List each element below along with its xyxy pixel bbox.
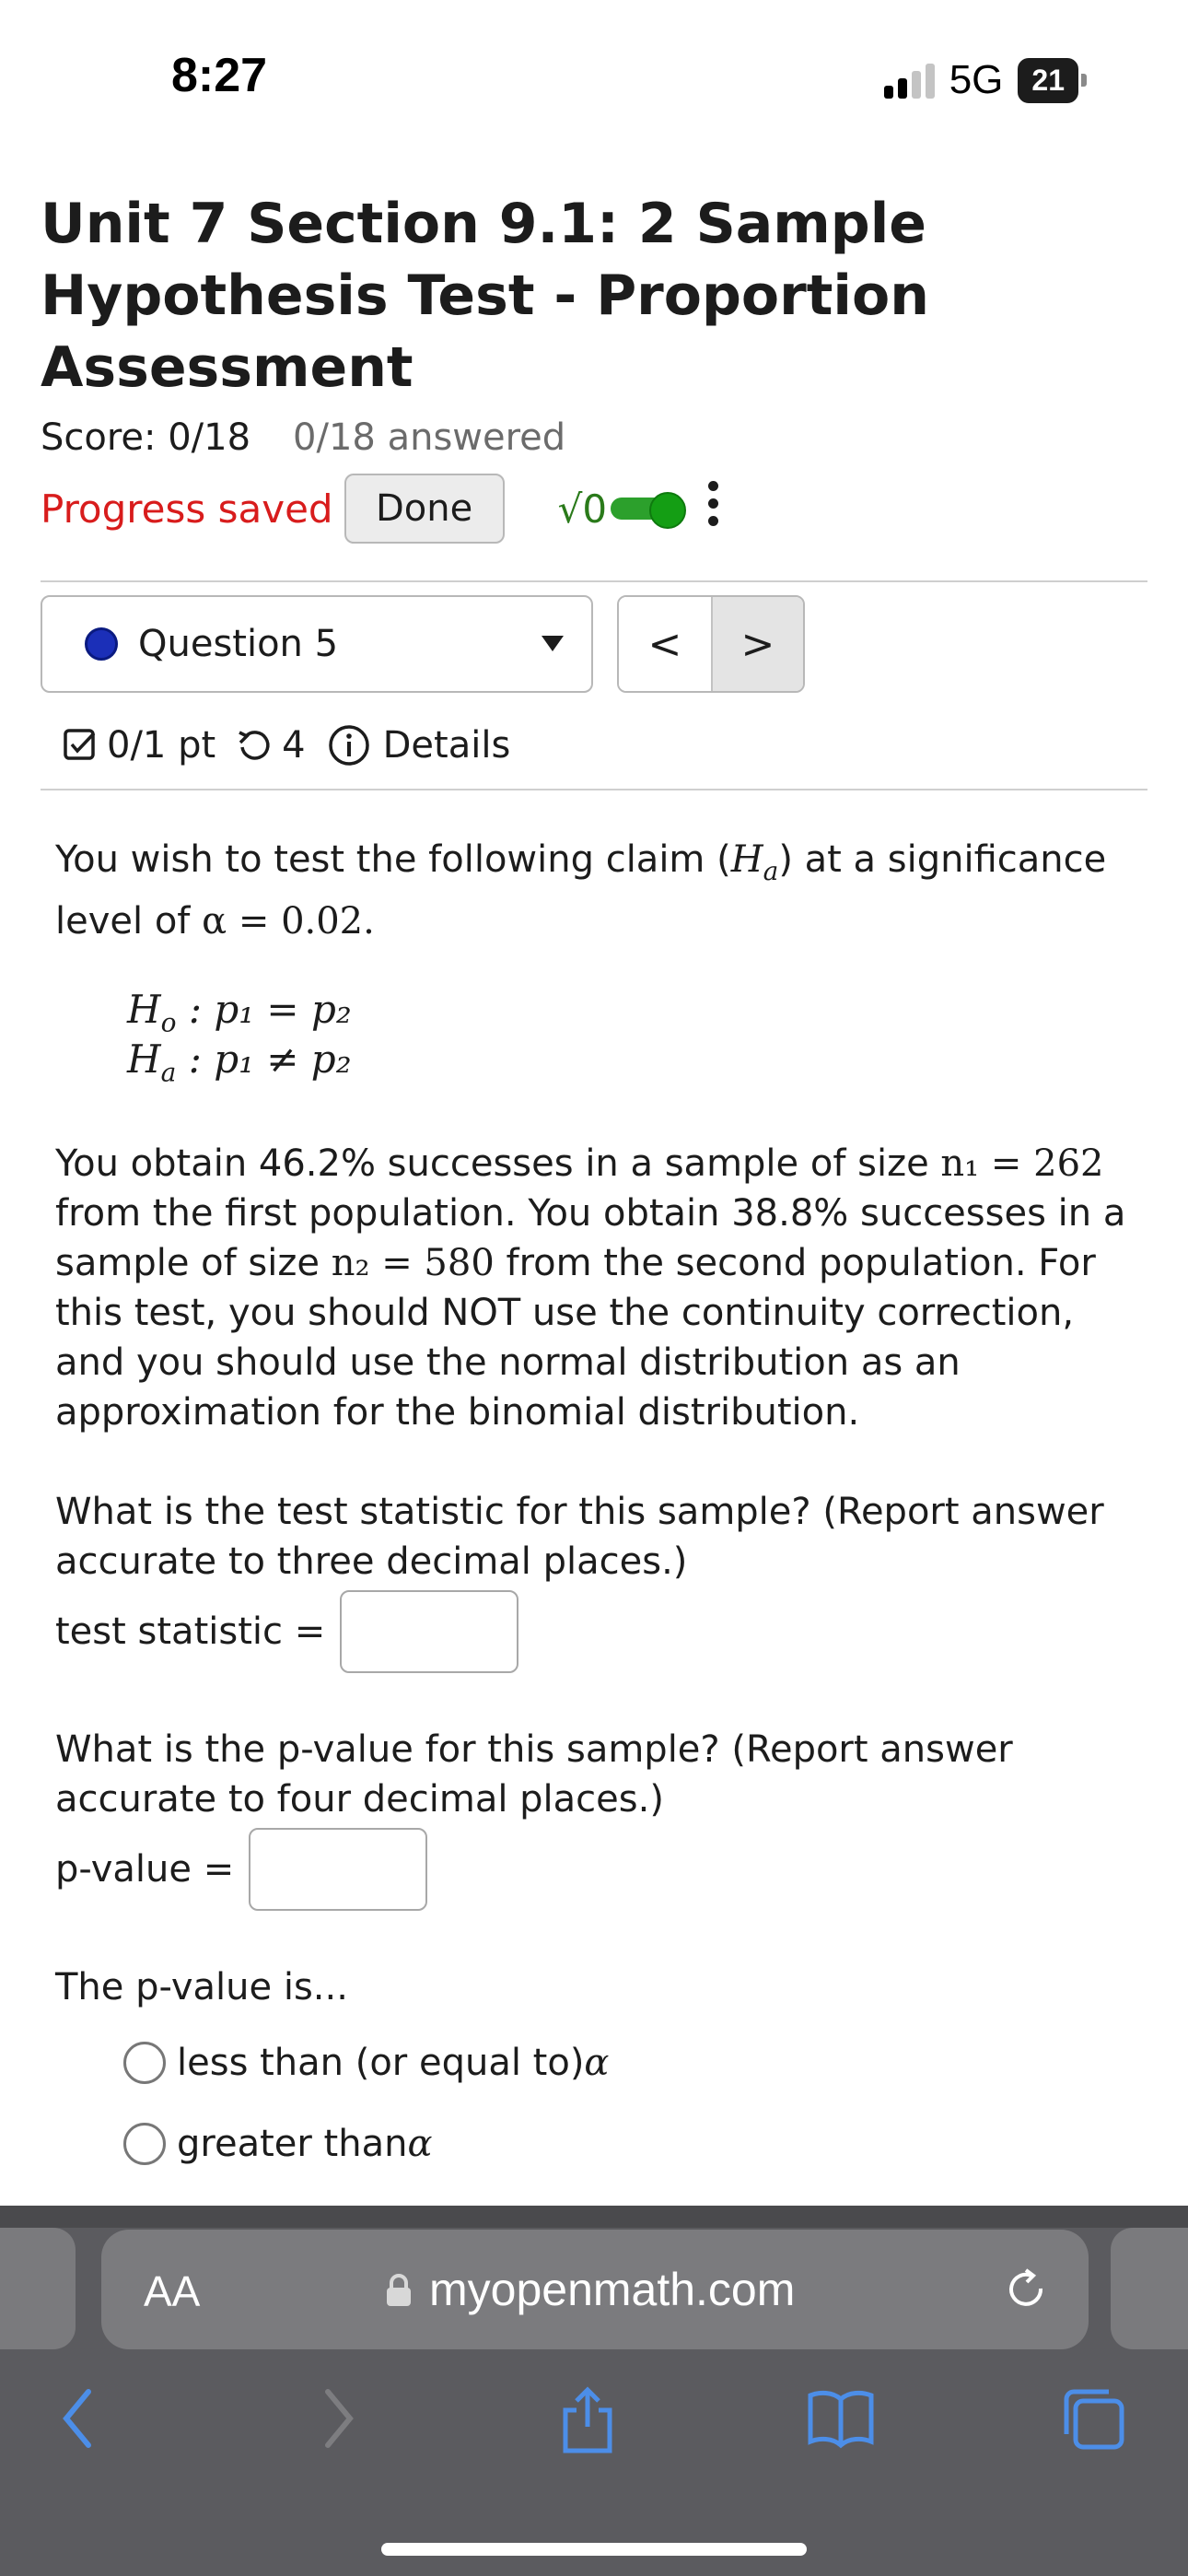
page-settings-button[interactable]: AA: [144, 2267, 201, 2315]
status-indicators: [884, 57, 1087, 103]
math-entry-toggle[interactable]: [558, 486, 686, 532]
question-select[interactable]: [41, 595, 593, 693]
network-type: 5G: [949, 57, 1004, 102]
radio-button[interactable]: [123, 2042, 166, 2084]
alpha-symbol: α: [584, 2042, 610, 2084]
score-row: [41, 416, 565, 459]
status-time: 8:27: [171, 49, 268, 102]
option-greater-than-label: greater than: [177, 2123, 408, 2165]
retry-icon: [236, 727, 273, 764]
n1-value: n₁ = 262: [940, 1142, 1104, 1185]
question-select-label: Question 5: [138, 623, 339, 665]
p-value-row: [55, 1828, 427, 1911]
ha-subscript-2: a: [160, 1057, 177, 1088]
next-tab-preview[interactable]: [1111, 2228, 1188, 2349]
forward-icon[interactable]: [320, 2386, 357, 2451]
page-title: Unit 7 Section 9.1: 2 Sample Hypothesis Test - Proportion Assessment: [41, 192, 929, 400]
alpha-value: α = 0.02.: [202, 900, 375, 943]
score-text: Score: 0/18: [41, 416, 251, 459]
option-greater-than[interactable]: [123, 2123, 432, 2165]
ha-symbol-2: H: [127, 1036, 161, 1082]
ha-symbol: H: [730, 838, 763, 881]
p-value-input[interactable]: [249, 1828, 427, 1911]
checkbox-icon: [63, 728, 98, 763]
progress-saved-status: Progress saved: [41, 486, 333, 532]
attempts-count: 4: [282, 724, 306, 767]
details-link[interactable]: Details: [382, 724, 511, 767]
question-intro: [55, 835, 1151, 946]
paragraph-part-3: from the second population. For this test, you should NOT use the continuity correction, and you should use the normal distribution as an approximation for the binomial distribution.: [55, 1242, 1096, 1434]
test-statistic-input[interactable]: [340, 1590, 518, 1673]
share-icon[interactable]: [560, 2386, 615, 2454]
ha-subscript: a: [763, 856, 779, 886]
divider: [41, 789, 1147, 790]
question-nav-group: [617, 595, 805, 693]
battery-level: 21: [1018, 58, 1078, 103]
done-button[interactable]: Done: [344, 474, 505, 544]
alpha-symbol: α: [407, 2123, 433, 2165]
paragraph-part-2: from the first population. You obtain 38.8% successes in a sample of size: [55, 1192, 1126, 1284]
intro-text-2: ) at a significance level of: [55, 838, 1107, 943]
divider: [41, 580, 1147, 582]
option-less-than-label: less than (or equal to): [177, 2042, 585, 2084]
question-status-dot-icon: [85, 627, 118, 661]
home-indicator[interactable]: [381, 2543, 807, 2556]
tabs-icon[interactable]: [1061, 2386, 1127, 2453]
cellular-signal-icon: [884, 62, 935, 99]
p-value-label: p-value =: [55, 1848, 235, 1891]
alternative-hypothesis: [127, 1036, 352, 1096]
caret-down-icon: [542, 636, 564, 651]
more-options-icon[interactable]: [704, 481, 722, 536]
previous-tab-preview[interactable]: [0, 2228, 76, 2349]
ha-statement: : p₁ ≠ p₂: [176, 1036, 352, 1082]
paragraph-part-1: You obtain 46.2% successes in a sample of size: [55, 1142, 941, 1185]
back-icon[interactable]: [59, 2386, 96, 2451]
reload-icon[interactable]: [1004, 2266, 1050, 2313]
points-text: 0/1 pt: [107, 724, 216, 767]
url-text[interactable]: myopenmath.com: [429, 2264, 796, 2315]
battery-icon: [1018, 58, 1087, 103]
save-row: [41, 474, 686, 544]
question-info-row: [63, 724, 510, 767]
n2-value: n₂ = 580: [331, 1242, 495, 1284]
test-statistic-prompt: What is the test statistic for this sample? (Report answer accurate to three decimal places.): [55, 1491, 1104, 1583]
toggle-switch[interactable]: [611, 492, 686, 525]
sqrt-icon: √0: [557, 486, 608, 532]
answered-count: 0/18 answered: [293, 416, 566, 459]
p-value-prompt: What is the p-value for this sample? (Report answer accurate to four decimal places.): [55, 1728, 1013, 1821]
h0-symbol: H: [127, 987, 161, 1032]
test-statistic-row: [55, 1590, 518, 1673]
test-statistic-label: test statistic =: [55, 1610, 326, 1653]
radio-button[interactable]: [123, 2123, 166, 2165]
lock-icon: [385, 2274, 413, 2307]
h0-statement: : p₁ = p₂: [176, 987, 352, 1032]
p-value-is-text: The p-value is...: [55, 1966, 348, 2008]
option-less-than[interactable]: [123, 2042, 609, 2084]
next-question-button[interactable]: >: [711, 597, 803, 691]
intro-text: You wish to test the following claim (: [55, 838, 731, 881]
previous-question-button[interactable]: <: [619, 597, 711, 691]
bookmarks-icon[interactable]: [807, 2386, 875, 2451]
h0-subscript: o: [160, 1007, 177, 1038]
question-paragraph: [55, 1139, 1151, 1437]
info-icon[interactable]: [328, 724, 370, 767]
